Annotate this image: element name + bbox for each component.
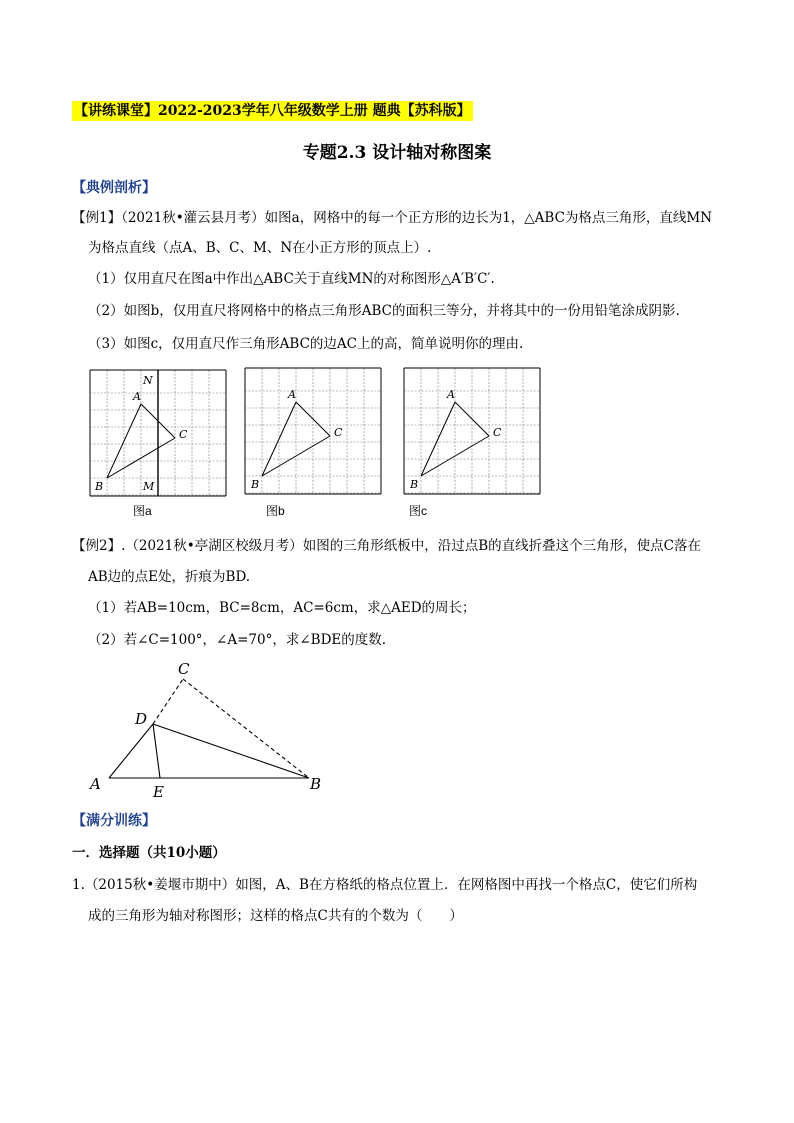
label-A: A	[90, 775, 101, 793]
example2-part2: （2）若∠C=100°，∠A=70°，求∠BDE的度数.	[88, 632, 387, 648]
header-banner: 【讲练课堂】2022-2023学年八年级数学上册 题典【苏科版】	[74, 103, 471, 119]
section-training: 【满分训练】	[72, 813, 156, 829]
example1-line2: 为格点直线（点A、B、C、M、N在小正方形的顶点上）.	[88, 240, 432, 256]
label-a-M: M	[143, 480, 155, 493]
example2-part1: （1）若AB=10cm，BC=8cm，AC=6cm，求△AED的周长；	[88, 600, 476, 616]
label-b-A: A	[288, 388, 296, 401]
example1-part1: （1）仅用直尺在图a中作出△ABC关于直线MN的对称图形△A′B′C′.	[88, 271, 495, 287]
label-c-C: C	[493, 426, 502, 439]
label-B: B	[310, 775, 322, 793]
grid-b	[245, 368, 381, 494]
label-c-B: B	[410, 478, 419, 491]
caption-b: 图b	[266, 504, 285, 518]
caption-a: 图a	[133, 504, 152, 518]
example2-line2: AB边的点E处，折痕为BD.	[88, 569, 251, 585]
example2-line1: 【例2】.（2021秋•亭湖区校级月考）如图的三角形纸板中，沿过点B的直线折叠这个三角形，使点C落在	[72, 538, 701, 554]
q1-line1: 1.（2015秋•姜堰市期中）如图，A、B在方格纸的格点位置上．在网格图中再找一个格点C，使它们所构	[72, 877, 698, 893]
label-a-C: C	[179, 428, 188, 441]
label-b-C: C	[334, 426, 343, 439]
grid-c	[404, 368, 540, 494]
label-D: D	[135, 710, 148, 728]
label-C: C	[178, 660, 190, 678]
label-b-B: B	[251, 478, 260, 491]
label-E: E	[153, 783, 164, 801]
example1-part2: （2）如图b，仅用直尺将网格中的格点三角形ABC的面积三等分，并将其中的一份用铅笔涂成阴影.	[88, 303, 680, 319]
q1-line2: 成的三角形为轴对称图形；这样的格点C共有的个数为（ ）	[88, 908, 463, 924]
example1-line1: 【例1】（2021秋•灌云县月考）如图a，网格中的每一个正方形的边长为1，△ABC为格点三角形，直线MN	[72, 210, 713, 226]
label-c-A: A	[447, 388, 455, 401]
figure-c	[404, 368, 544, 494]
example1-part3: （3）如图c，仅用直尺作三角形ABC的边AC上的高，简单说明你的理由.	[88, 336, 524, 352]
label-a-A: A	[133, 390, 141, 403]
label-a-N: N	[143, 374, 153, 387]
caption-c: 图c	[409, 504, 428, 518]
figure-a	[90, 370, 230, 496]
label-a-B: B	[95, 480, 104, 493]
figure-b	[245, 368, 385, 494]
part1-heading: 一．选择题（共10小题）	[72, 845, 226, 861]
page-title: 专题2.3 设计轴对称图案	[302, 143, 492, 163]
figure-folding-triangle	[85, 658, 345, 801]
section-examples: 【典例剖析】	[72, 180, 156, 196]
